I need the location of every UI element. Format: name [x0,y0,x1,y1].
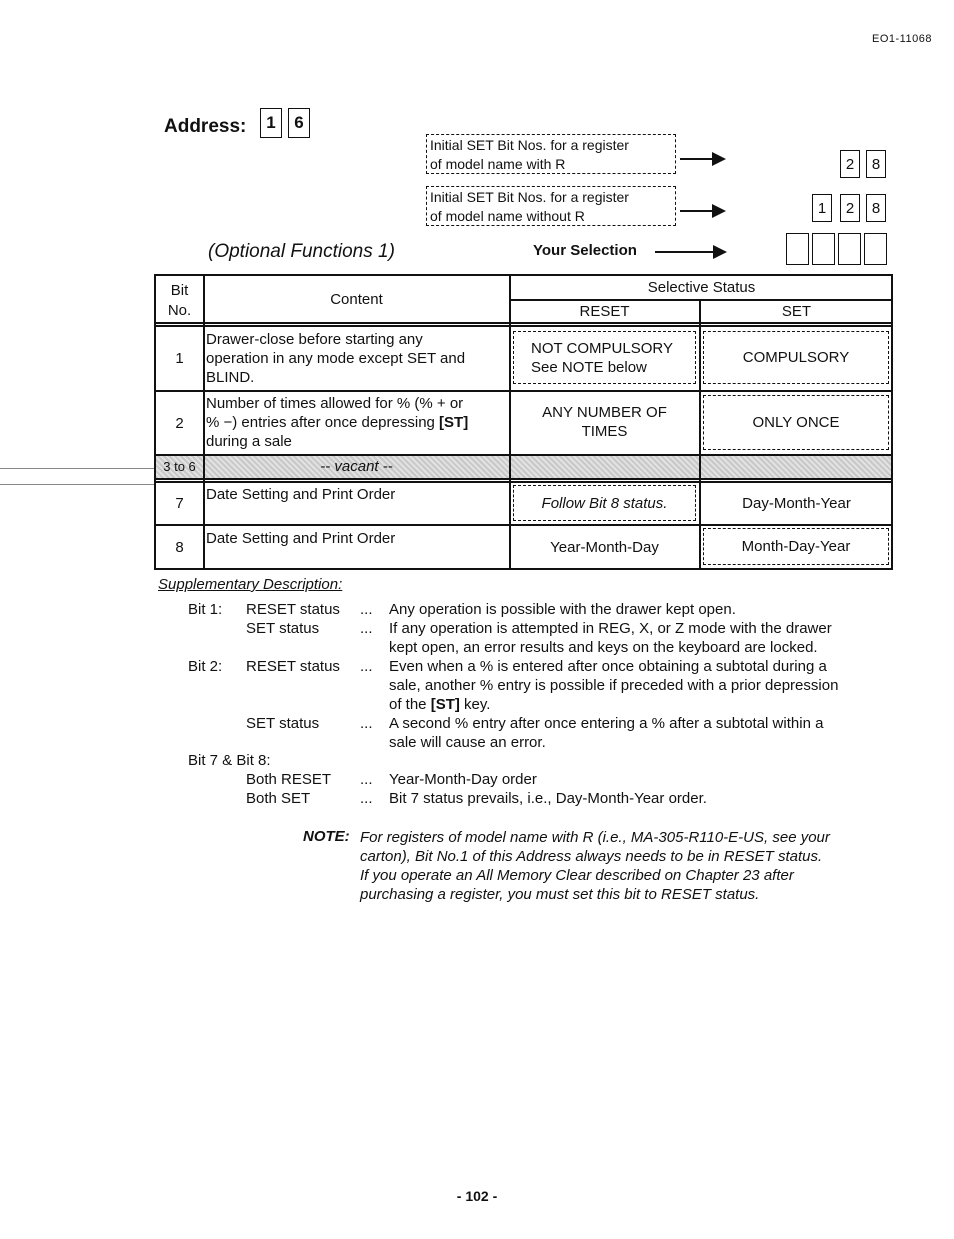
note-line: For registers of model name with R (i.e., MA-305-R110-E-US, see your [360,829,830,846]
row-set-value: Month-Day-Year [741,538,851,555]
ellipsis: ... [360,771,373,788]
page-number: - 102 - [456,1188,498,1204]
arrow-right-icon [680,210,724,212]
bit-table [154,274,893,570]
row-set-value: COMPULSORY [742,349,850,366]
row-content [206,394,506,451]
initial-with-r-box [426,134,676,174]
ellipsis: ... [360,658,373,675]
row-content [206,330,506,387]
scan-line [0,484,154,485]
initial-without-r-digit: 1 [812,194,832,222]
text-line: A second % entry after once entering a % after a subtotal within a [389,715,824,732]
row-reset-value: Year-Month-Day [550,538,659,556]
note-text [360,828,900,904]
address-label: Address: [164,116,247,137]
note-line: If you operate an All Memory Clear described on Chapter 23 after [360,867,794,884]
row-vacant-content: -- vacant -- [320,458,393,475]
arrow-right-icon [680,158,724,160]
text-line: sale will cause an error. [389,734,546,751]
reset-line: NOT COMPULSORY [531,340,673,357]
initial-with-r-line1: Initial SET Bit Nos. for a register [430,137,629,153]
header-bit-label: Bit [170,282,189,299]
row-reset-value [510,403,699,441]
note-label: NOTE: [303,828,350,845]
ellipsis: ... [360,790,373,807]
note-line: purchasing a register, you must set this bit to RESET status. [360,886,760,903]
header-content: Content [330,290,383,308]
your-selection-label: Your Selection [533,242,637,259]
row-content: Date Setting and Print Order [206,530,396,547]
bit1-set-label: SET status [246,620,320,637]
text-line: If any operation is attempted in REG, X, or Z mode with the drawer [389,620,832,637]
st-key-label: [ST] [439,414,469,431]
row-reset-value: Follow Bit 8 status. [541,494,668,512]
row-set-value: ONLY ONCE [752,414,840,431]
row-bit-number: 8 [175,538,184,556]
bit2-set-label: SET status [246,715,320,732]
row-reset-value [531,339,673,377]
supplementary-title: Supplementary Description: [158,576,343,593]
header-reset: RESET [579,302,630,320]
header-bit-no [156,281,203,321]
initial-with-r-digit: 8 [866,150,886,178]
text-line: Even when a % is entered after once obtaining a subtotal during a [389,658,827,675]
both-set-label: Both SET [246,790,311,807]
initial-without-r-digit: 2 [840,194,860,222]
text-line: sale, another % entry is possible if preceded with a prior depression [389,677,839,694]
selection-box[interactable] [812,233,835,265]
row-set-value: Day-Month-Year [742,494,851,512]
reset-line: See NOTE below [531,359,647,376]
bit2-reset-text [389,657,838,714]
optional-functions-title: (Optional Functions 1) [208,241,395,262]
bit1-set-text [389,619,832,657]
both-reset-label: Both RESET [246,771,332,788]
content-line: BLIND. [206,369,255,386]
content-line: Number of times allowed for % (% + or [206,395,464,412]
content-line: operation in any mode except SET and [206,350,466,367]
bit2-set-text [389,714,823,752]
bit1-reset-label: RESET status [246,601,340,618]
reset-line: ANY NUMBER OF [542,404,667,421]
content-line: % −) entries after once depressing [ST] [206,414,469,431]
row-content: Date Setting and Print Order [206,486,396,503]
bit1-reset-text: Any operation is possible with the drawer kept open. [389,601,736,618]
initial-without-r-digit: 8 [866,194,886,222]
selection-box[interactable] [864,233,887,265]
ellipsis: ... [360,620,373,637]
address-digit: 6 [288,108,310,138]
row-bit-number: 2 [175,414,184,432]
content-line: during a sale [206,433,292,450]
initial-without-r-line1: Initial SET Bit Nos. for a register [430,189,629,205]
initial-without-r-box [426,186,676,226]
row-bit-number: 1 [175,349,184,367]
initial-with-r-digit: 2 [840,150,860,178]
initial-without-r-line2: of model name without R [430,208,585,224]
text-line: of the [ST] key. [389,696,491,713]
document-id: EO1-11068 [872,33,932,45]
selection-box[interactable] [786,233,809,265]
bit2-reset-label: RESET status [246,658,340,675]
note-line: carton), Bit No.1 of this Address always needs to be in RESET status. [360,848,823,865]
ellipsis: ... [360,601,373,618]
text-line: kept open, an error results and keys on the keyboard are locked. [389,639,818,656]
bit78-label: Bit 7 & Bit 8: [188,752,271,769]
bit1-label: Bit 1: [188,601,223,618]
both-reset-text: Year-Month-Day order [389,771,537,788]
header-no-label: No. [167,302,192,319]
header-set: SET [781,302,812,320]
row-bit-number: 7 [175,494,184,512]
header-selective-status: Selective Status [647,279,756,296]
both-set-text: Bit 7 status prevails, i.e., Day-Month-Year order. [389,790,707,807]
initial-with-r-line2: of model name with R [430,156,566,172]
reset-line: TIMES [581,423,628,440]
bit2-label: Bit 2: [188,658,223,675]
scan-line [0,468,154,469]
content-line: Drawer-close before starting any [206,331,423,348]
st-key-label: [ST] [430,696,460,713]
selection-box[interactable] [838,233,861,265]
address-digit: 1 [260,108,282,138]
row-bit-number: 3 to 6 [163,459,196,474]
ellipsis: ... [360,715,373,732]
arrow-right-icon [655,251,725,253]
